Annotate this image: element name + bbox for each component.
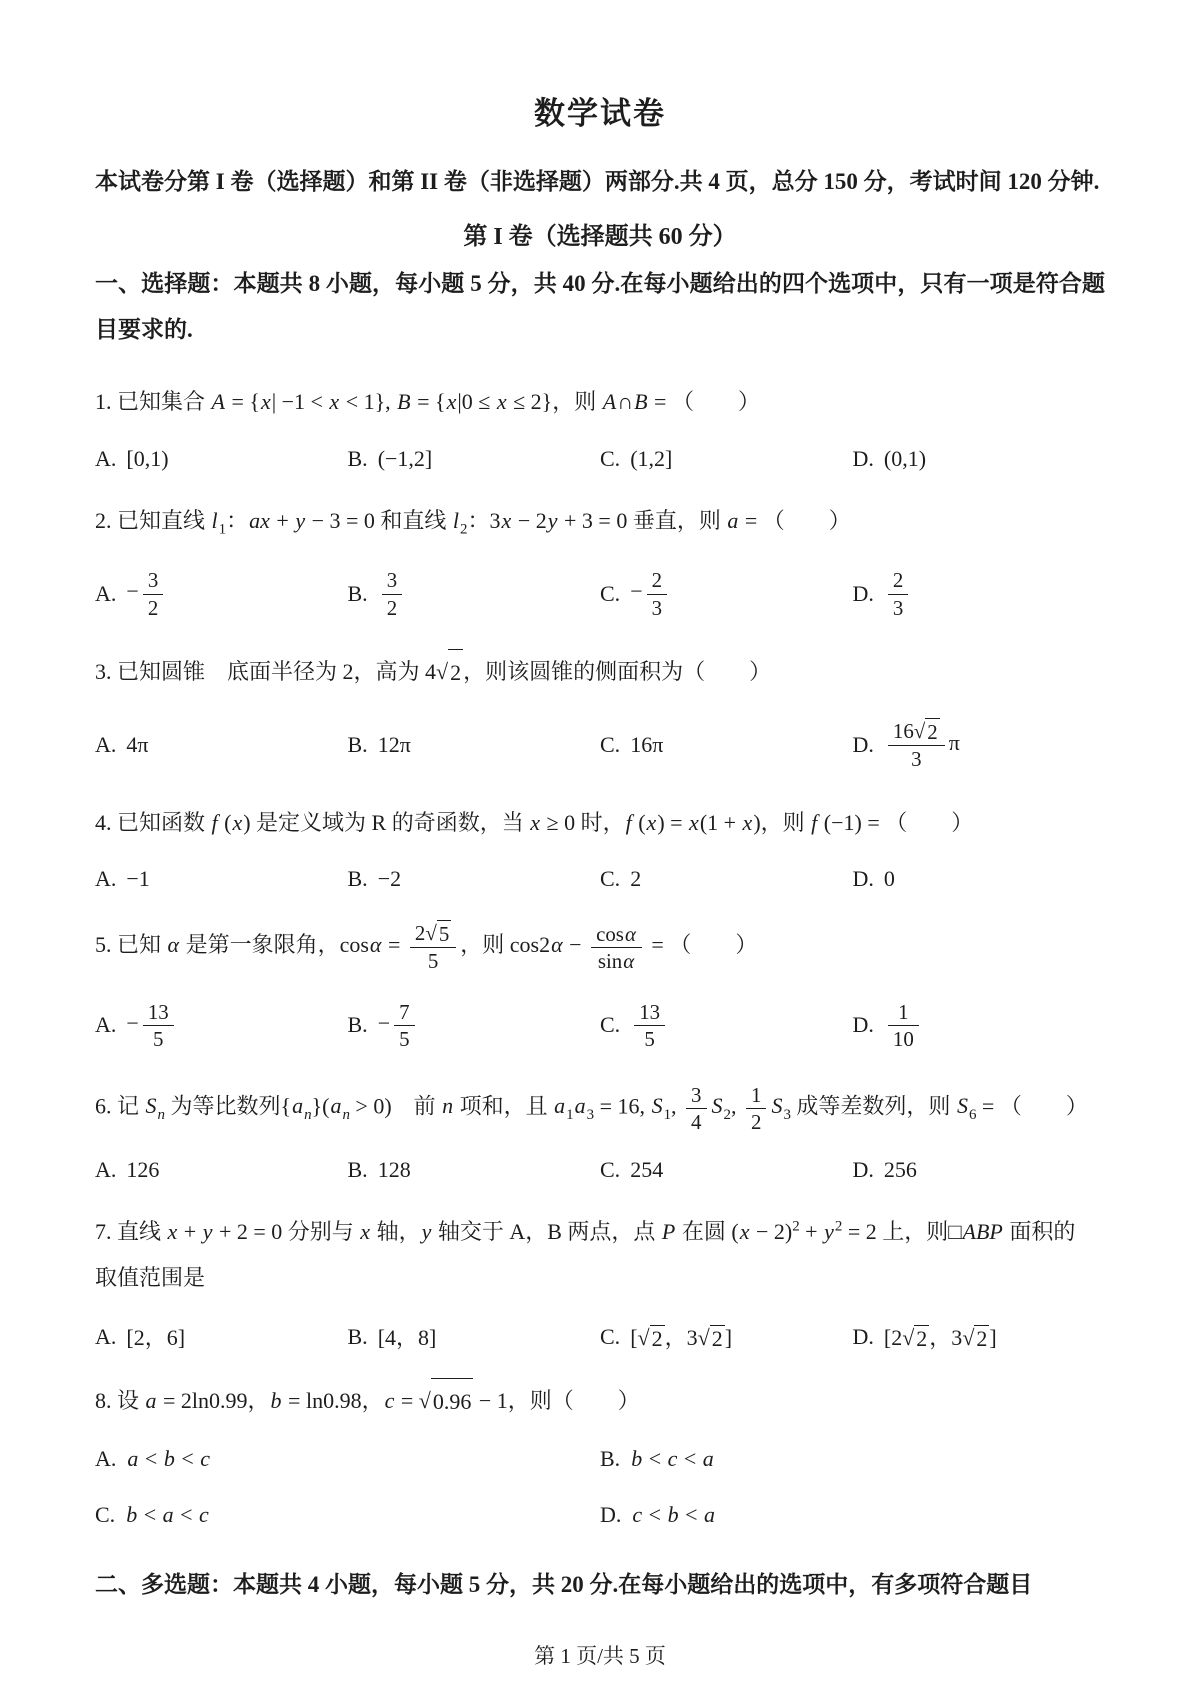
option-content: − $\frac{13}{5}$ [126,997,177,1054]
stem-line: 3. 已知圆锥 底面半径为 2，高为 4 √ 2 ，则该圆锥的侧面积为（ ） [95,649,1105,696]
option-content: 128 [377,1157,411,1183]
option-A [95,565,348,622]
options-row [95,1157,1105,1183]
option-label: D. [852,445,874,471]
option-label: D. [852,731,874,757]
option-content: [4，8] [377,1325,437,1351]
option-content: [2，6] [126,1325,186,1351]
option-D [853,716,1106,774]
square-root: √ 2 [637,1325,663,1352]
fraction: $\frac{2}{3}$ [647,567,667,620]
option-label: D. [852,866,874,892]
option-C [600,997,853,1054]
stem-line: 5. 已知 α 是第一象限角，cosα = 2 √ 5 5 ，则 cos2α − $\frac{\cos\alpha}{\sin\alpha}$ = （ ） [95,921,758,974]
fraction: $\frac{13}{5}$ [143,999,174,1052]
fraction: $\frac{2}{3}$ [888,567,908,620]
option-label: C. [600,1323,621,1349]
option-content [630,997,669,1054]
stem-line: 4. 已知函数 f (x) 是定义域为 R 的奇函数，当 x ≥ 0 时，f (x) = x(1 + x)，则 f (−1) = （ ） [95,810,974,836]
fraction: $\frac{7}{5}$ [394,999,414,1052]
question-stem [95,918,1105,976]
option-content: 2 [630,866,642,892]
options-row [95,716,1105,774]
option-content: 16π [630,731,664,757]
stem-line: 2. 已知直线 $l_1$：ax + y − 3 = 0 和直线 $l_2$：3x − 2y + 3 = 0 垂直，则 a = （ ） [95,507,851,538]
option-content: b < a < c [126,1501,209,1527]
options-row [95,1321,1105,1352]
option-label: A. [95,731,117,757]
section-2-description: 二、多选题：本题共 4 小题，每小题 5 分，共 20 分.在每小题给出的选项中，有多项符合题目 [95,1571,1033,1597]
option-C [600,565,853,622]
option-D [853,1321,1106,1352]
option-label: A. [95,581,117,607]
option-A [95,1321,348,1352]
option-D [600,1502,1105,1528]
option-B [348,1321,601,1352]
option-label: D. [852,1157,874,1183]
option-content: a < b < c [127,1445,210,1471]
option-label: C. [600,1012,621,1038]
question-stem [95,1378,1105,1425]
section-1-description: 一、选择题：本题共 8 小题，每小题 5 分，共 40 分.在每小题给出的四个选项中，只有一项是符合题目要求的. [95,271,1105,343]
question-stem [95,498,1105,546]
option-content [378,565,406,622]
question-5 [95,918,1105,1054]
option-content: − $\frac{2}{3}$ [630,565,671,622]
option-C [600,446,853,472]
option-A [95,1157,348,1183]
question-1 [95,379,1105,471]
option-B [348,446,601,472]
option-label: C. [600,866,621,892]
option-A [95,446,348,472]
option-label: A. [95,1323,117,1349]
fraction: $\frac{3}{4}$ [686,1082,706,1135]
fraction: $\frac{\cos\alpha}{\sin\alpha}$ [591,921,642,974]
option-content: 0 [883,866,895,892]
fraction: 2 √ 5 5 [410,920,456,974]
option-content: −2 [377,866,402,892]
option-label: C. [95,1501,116,1527]
option-B [600,1446,1105,1472]
option-label: B. [347,581,368,607]
option-content: c < b < a [632,1501,715,1527]
option-label: B. [347,1323,368,1349]
options-row [95,1446,1105,1528]
option-content: 126 [126,1157,160,1183]
question-4 [95,800,1105,892]
option-label: A. [95,1012,117,1038]
question-6 [95,1080,1105,1183]
square-root: √ 2 [902,1325,928,1352]
option-label: D. [852,1323,874,1349]
option-label: B. [347,1012,368,1038]
option-A [95,866,348,892]
option-label: A. [95,1445,117,1471]
option-C [600,866,853,892]
fraction: $\frac{3}{2}$ [382,567,402,620]
exam-intro: 本试卷分第 I 卷（选择题）和第 II 卷（非选择题）两部分.共 4 页，总分 150 分，考试时间 120 分钟. [95,169,1100,194]
stem-line: 7. 直线 x + y + 2 = 0 分别与 x 轴，y 轴交于 A，B 两点，点 P 在圆 $(x - 2)^2 + y^2 = 2$ 上，则□ABP 面积的 [95,1218,1076,1245]
option-label: B. [347,866,368,892]
option-B [348,997,601,1054]
section-1-heading: 第 I 卷（选择题共 60 分） [463,224,737,251]
fraction: 16 √ 2 3 [888,718,945,772]
option-D [853,1157,1106,1183]
option-label: D. [852,1012,874,1038]
option-D [853,446,1106,472]
question-stem [95,379,1105,425]
option-label: D. [600,1501,622,1527]
option-label: A. [95,445,117,471]
page-title: 数学试卷 [534,96,666,131]
option-content: 256 [883,1157,917,1183]
option-content: [2 √ 2 ，3 √ 2 ] [883,1325,997,1352]
question-3 [95,649,1105,774]
option-content: 12π [377,731,411,757]
option-C [600,732,853,758]
option-B [348,732,601,758]
option-content: b < c < a [631,1445,714,1471]
option-C [600,1321,853,1352]
square-root: √ 5 [425,921,450,947]
options-row [95,446,1105,472]
square-root: √ 2 [436,649,463,696]
square-root: √ 0.96 [419,1378,474,1425]
option-B [348,565,601,622]
option-content: −1 [126,866,150,892]
option-label: B. [347,445,368,471]
option-content: 16 √ 2 3 π [884,716,960,774]
option-label: B. [347,731,368,757]
option-label: A. [95,866,117,892]
option-A [95,1446,600,1472]
option-content: (1,2] [630,445,673,471]
option-C [95,1502,600,1528]
option-label: B. [347,1157,368,1183]
option-B [348,866,601,892]
fraction: $\frac{1}{10}$ [888,999,919,1052]
question-stem [95,1080,1105,1137]
option-content: [0,1) [126,445,169,471]
option-D [853,997,1106,1054]
option-label: B. [600,1445,621,1471]
stem-line: 1. 已知集合 A = {x| −1 < x < 1}, B = {x|0 ≤ x ≤ 2}，则 A∩B = （ ） [95,389,760,415]
option-D [853,866,1106,892]
stem-line: 取值范围是 [95,1265,206,1291]
option-content: 4π [126,731,149,757]
option-A [95,732,348,758]
fraction: $\frac{13}{5}$ [634,999,665,1052]
square-root: √ 2 [697,1325,723,1352]
option-B [348,1157,601,1183]
question-stem [95,649,1105,696]
option-D [853,565,1106,622]
option-content: − $\frac{7}{5}$ [378,997,419,1054]
question-stem [95,800,1105,846]
option-label: C. [600,581,621,607]
question-7 [95,1209,1105,1352]
options-row [95,565,1105,622]
option-content: − $\frac{3}{2}$ [126,565,167,622]
fraction: $\frac{3}{2}$ [143,567,163,620]
option-content: 254 [630,1157,664,1183]
option-C [600,1157,853,1183]
option-label: C. [600,731,621,757]
fraction: $\frac{1}{2}$ [746,1082,766,1135]
options-row [95,866,1105,892]
option-content [884,997,923,1054]
option-content [884,565,912,622]
questions-container [95,379,1105,1527]
question-stem [95,1209,1105,1301]
question-2 [95,498,1105,623]
stem-line: 8. 设 a = 2ln0.99，b = ln0.98，c = √ 0.96 − 1，则（ ） [95,1378,1105,1425]
option-content: (0,1) [883,445,927,471]
option-content: (−1,2] [377,445,433,471]
option-label: D. [852,581,874,607]
question-8 [95,1378,1105,1527]
options-row [95,997,1105,1054]
option-content: [ √ 2 ，3 √ 2 ] [630,1325,733,1352]
square-root: √ 2 [962,1325,988,1352]
square-root: √ 2 [913,718,938,744]
option-label: C. [600,1157,621,1183]
option-label: C. [600,445,621,471]
page-footer: 第 1 页/共 5 页 [534,1644,666,1668]
stem-line: 6. 记 $S_n$ 为等比数列$\{a_n\}(a_n > 0)$ 前 n 项和，且 $a_1a_3 = 16$, $S_1$, $\frac{3}{4}$ $S_2$, $\frac{1}{2}$ $S_3$ 成等差数列，则 $S_6$ = （ ） [95,1082,1088,1134]
option-label: A. [95,1157,117,1183]
option-A [95,997,348,1054]
